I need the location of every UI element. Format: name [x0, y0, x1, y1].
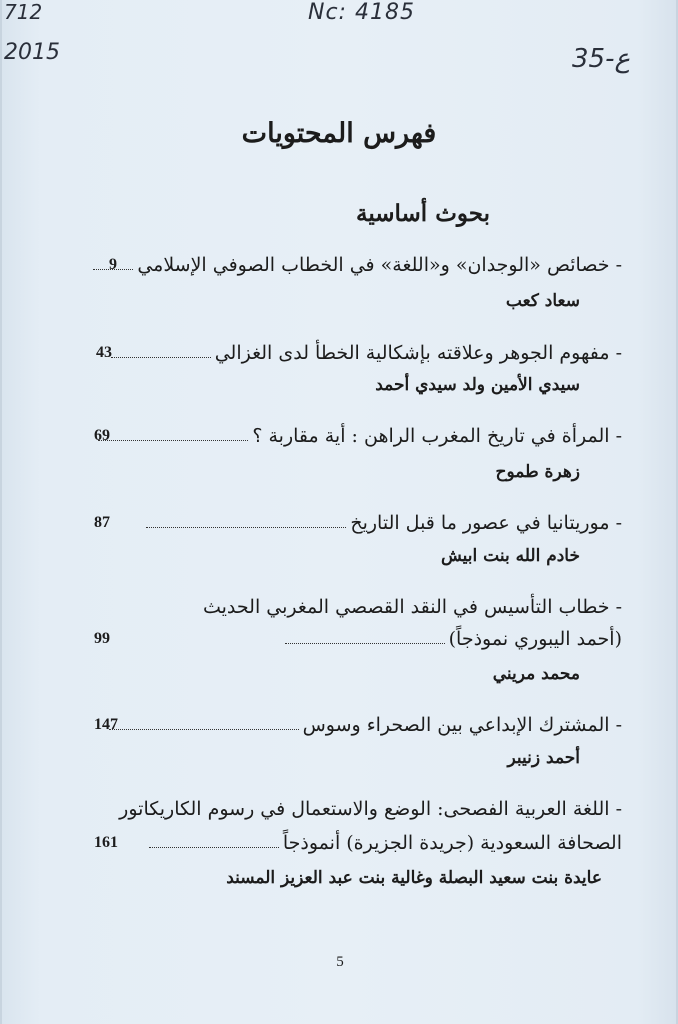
toc-entry-page: 87 [94, 514, 110, 531]
toc-entry-title: - خصائص «الوجدان» و«اللغة» في الخطاب الصوفي الإسلامي [93, 254, 622, 276]
handwritten-accession-number: Nc: 4185 [308, 0, 415, 25]
toc-entry-author: عايدة بنت سعيد البصلة وغالية بنت عبد العزيز المسند [226, 868, 602, 888]
handwritten-shelf-code: 35-ع [572, 44, 630, 74]
toc-entry-page: 99 [94, 630, 110, 647]
toc-entry-title-line2: (أحمد اليبوري نموذجاً) [285, 628, 622, 650]
toc-entry-title: - مفهوم الجوهر وعلاقته بإشكالية الخطأ لدى الغزالي [111, 342, 622, 364]
toc-entry-page: 9 [109, 256, 117, 273]
leader-dots [149, 846, 279, 848]
toc-entry-title: - المرأة في تاريخ المغرب الراهن : أية مقاربة ؟ [98, 425, 622, 447]
leader-dots [146, 526, 346, 528]
toc-entry-author: زهرة طموح [495, 462, 580, 482]
leader-dots [109, 728, 299, 730]
toc-entry-title: - المشترك الإبداعي بين الصحراء وسوس [109, 714, 622, 736]
toc-entry-author: محمد مريني [492, 664, 580, 684]
toc-entry-title: - موريتانيا في عصور ما قبل التاريخ [146, 512, 622, 534]
toc-entry-author: سيدي الأمين ولد سيدي أحمد [375, 375, 580, 395]
toc-entry-page: 69 [94, 427, 110, 444]
toc-entry-page: 43 [96, 344, 112, 361]
page-left-edge [0, 0, 2, 1024]
section-heading: بحوث أساسية [355, 200, 490, 227]
toc-entry-author: أحمد زنيبر [507, 748, 580, 768]
leader-dots [285, 642, 445, 644]
toc-entry-title-line2: الصحافة السعودية (جريدة الجزيرة) أنموذجاً [149, 832, 622, 854]
toc-entry-page: 161 [94, 834, 118, 851]
handwritten-year: 2015 [4, 40, 60, 65]
toc-entry-author: خادم الله بنت ابيش [441, 546, 580, 566]
toc-entry-author: سعاد كعب [505, 291, 580, 311]
handwritten-number: 712 [4, 0, 43, 24]
page-title: فهرس المحتويات [241, 118, 437, 149]
toc-entry-title-line1: - خطاب التأسيس في النقد القصصي المغربي الحديث [202, 596, 622, 618]
toc-entry-title-line1: - اللغة العربية الفصحى: الوضع والاستعمال في رسوم الكاريكاتور [119, 798, 622, 820]
page-number: 5 [336, 954, 344, 970]
toc-entry-page: 147 [94, 716, 118, 733]
leader-dots [98, 439, 248, 441]
leader-dots [111, 356, 211, 358]
